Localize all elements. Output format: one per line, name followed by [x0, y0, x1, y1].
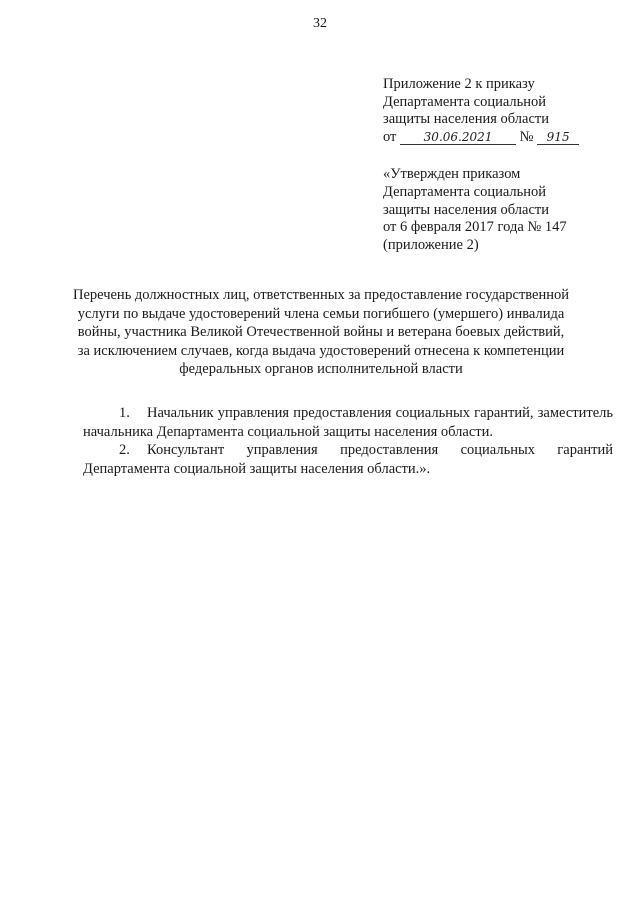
approved-line-1: «Утвержден приказом: [383, 166, 521, 182]
appendix-line-1: Приложение 2 к приказу: [383, 76, 535, 92]
approved-line-5: (приложение 2): [383, 237, 479, 254]
officials-list: [83, 404, 613, 478]
list-item-text: Начальник управления предоставления социальных гарантий, заместитель начальника Департамента социальной защиты населения области.: [83, 405, 613, 440]
handwritten-date: 30.06.2021: [400, 130, 516, 145]
appendix-line-3: защиты населения области: [383, 111, 549, 127]
list-item: [83, 404, 613, 441]
approved-line-4: от 6 февраля 2017 года № 147: [383, 219, 567, 236]
appendix-header: [383, 76, 613, 146]
list-item-number: 1.: [119, 405, 130, 421]
approved-line-3: защиты населения области: [383, 201, 549, 218]
list-item-text: Консультант управления предоставления социальных гарантий Департамента социальной защиты населения области.».: [83, 442, 613, 477]
number-prefix: №: [519, 128, 534, 145]
list-item: [83, 441, 613, 478]
approved-by-block: [383, 166, 613, 255]
appendix-date-line: [383, 129, 613, 147]
document-heading: Перечень должностных лиц, ответственных за предоставление государственной услуги по выдаче удостоверений члена семьи погибшего (умершего) инвалида войны, участника Великой Отечественной войны и ветерана боевых действий, за исключением случаев, когда выдача удостоверений отнесена к компетенции федеральных органов исполнительной власти: [72, 287, 570, 378]
list-item-number: 2.: [119, 442, 130, 458]
date-prefix: от: [383, 128, 397, 145]
appendix-line-2: Департамента социальной: [383, 93, 547, 110]
handwritten-number: 915: [537, 130, 579, 145]
approved-line-2: Департамента социальной: [383, 183, 547, 200]
page-number: 32: [313, 16, 327, 31]
